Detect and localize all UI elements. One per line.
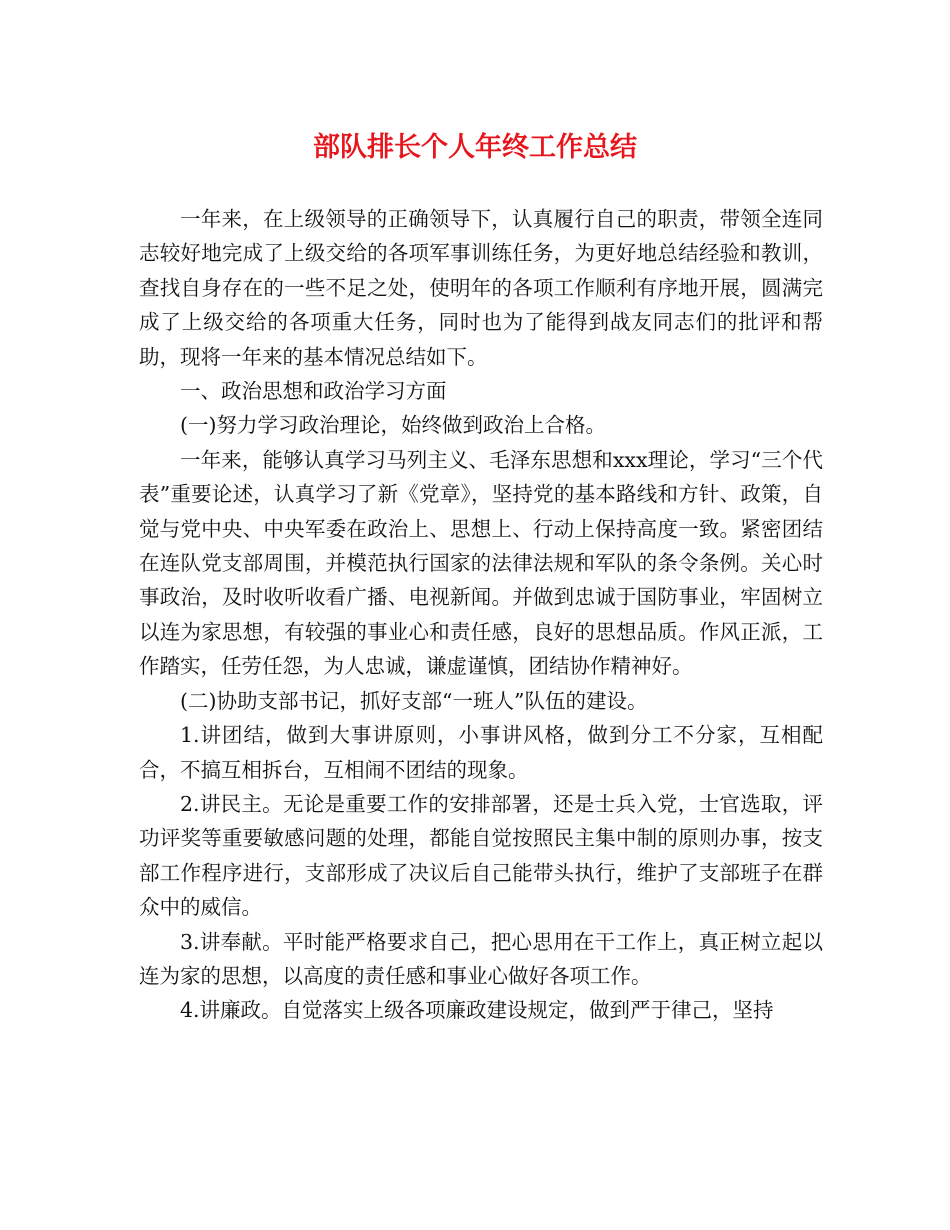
list-item-unity: 1.讲团结，做到大事讲原则，小事讲风格，做到分工不分家，互相配合，不搞互相拆台，互相闹不团结的现象。 — [139, 723, 823, 782]
subsection-heading-1: (一)努力学习政治理论，始终做到政治上合格。 — [180, 413, 606, 438]
paragraph-intro: 一年来，在上级领导的正确领导下，认真履行自己的职责，带领全连同志较好地完成了上级交给的各项军事训练任务，为更好地总结经验和教训，查找自身存在的一些不足之处，使明年的各项工作顺利有序地开展，圆满完成了上级交给的各项重大任务，同时也为了能得到战友同志们的批评和帮助，现将一年来的基本情况总结如下。 — [139, 207, 823, 369]
paragraph-study: 一年来，能够认真学习马列主义、毛泽东思想和xxx理论，学习“三个代表”重要论述，认真学习了新《党章》，坚持党的基本路线和方针、政策，自觉与党中央、中央军委在政治上、思想上、行动上保持高度一致。紧密团结在连队党支部周围，并模范执行国家的法律法规和军队的条令条例。关心时事政治，及时收听收看广播、电视新闻。并做到忠诚于国防事业，牢固树立以连为家思想，有较强的事业心和责任感，良好的思想品质。作风正派，工作踏实，任劳任怨，为人忠诚，谦虚谨慎，团结协作精神好。 — [139, 447, 823, 679]
document-body — [139, 202, 823, 1028]
subsection-heading-2: (二)协助支部书记，抓好支部“一班人”队伍的建设。 — [180, 688, 648, 713]
document-title: 部队排长个人年终工作总结 — [313, 132, 637, 163]
section-heading-politics: 一、政治思想和政治学习方面 — [180, 379, 447, 404]
list-item-democracy: 2.讲民主。无论是重要工作的安排部署，还是士兵入党，士官选取，评功评奖等重要敏感问题的处理，都能自觉按照民主集中制的原则办事，按支部工作程序进行，支部形成了决议后自己能带头执行，维护了支部班子在群众中的威信。 — [139, 791, 823, 920]
list-item-integrity: 4.讲廉政。自觉落实上级各项廉政建设规定，做到严于律己，坚持 — [180, 998, 774, 1023]
list-item-dedication: 3.讲奉献。平时能严格要求自己，把心思用在干工作上，真正树立起以连为家的思想，以高度的责任感和事业心做好各项工作。 — [139, 929, 823, 988]
